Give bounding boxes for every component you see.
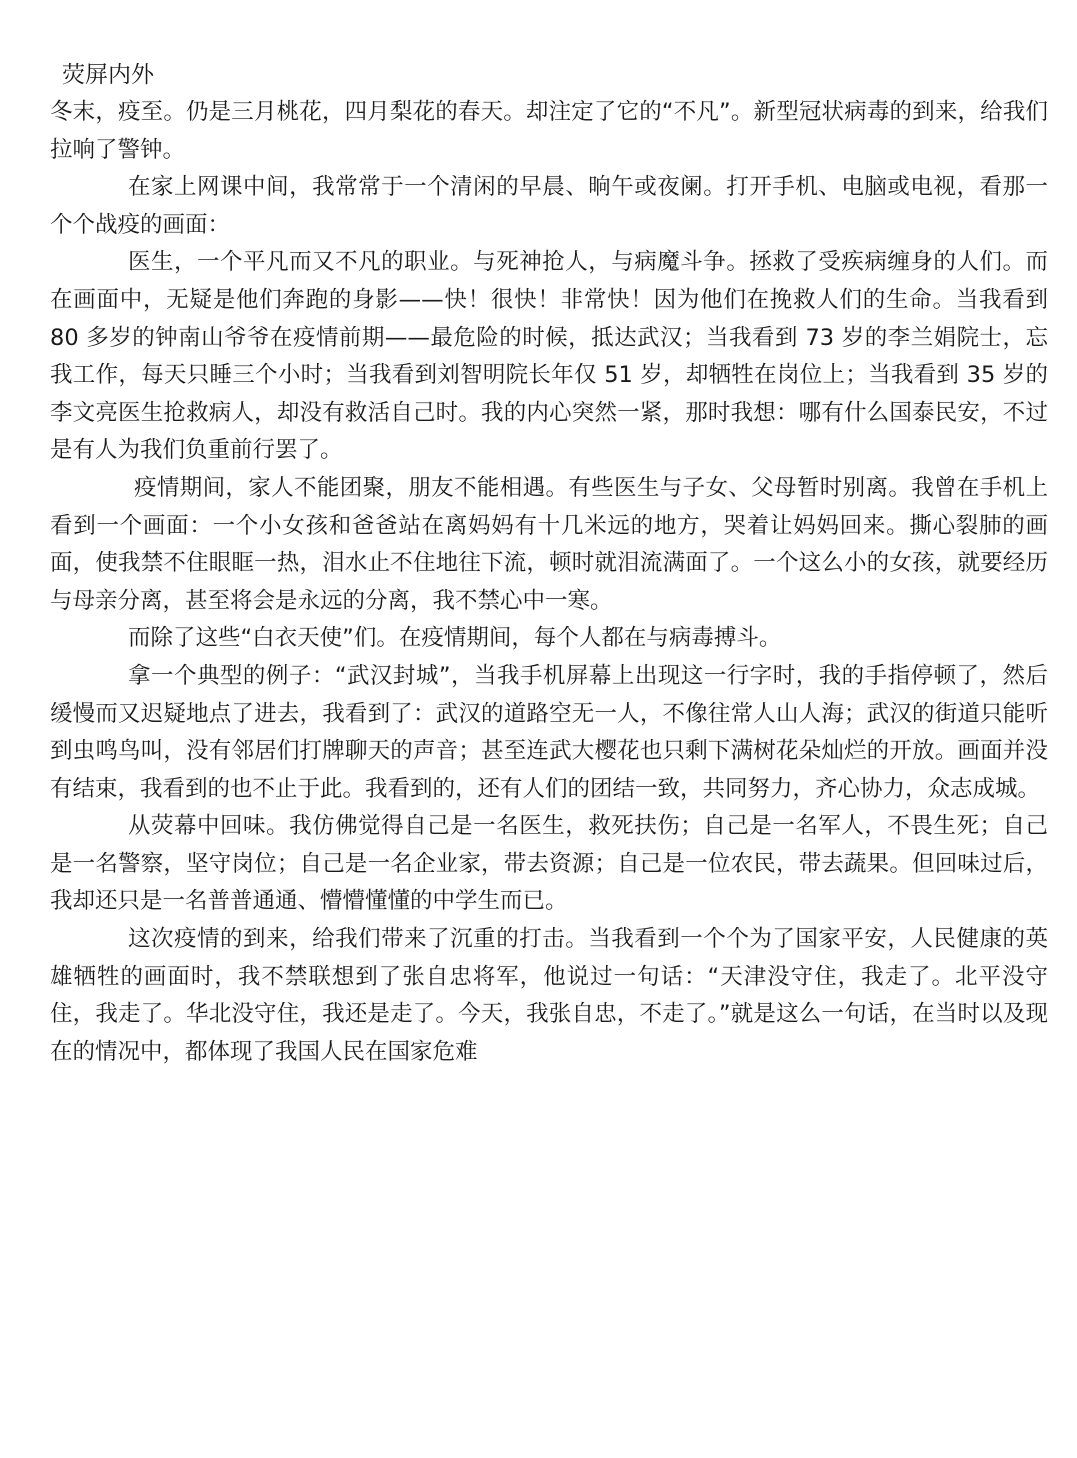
document-title: 荧屏内外 <box>62 62 154 88</box>
paragraph-4: 疫情期间，家人不能团聚，朋友不能相遇。有些医生与子女、父母暂时别离。我曾在手机上看到一个画面：一个小女孩和爸爸站在离妈妈有十几米远的地方，哭着让妈妈回来。撕心裂肺的画面，使我禁不住眼眶一热，泪水止不住地往下流，顿时就泪流满面了。一个这么小的女孩，就要经历与母亲分离，甚至将会是永远的分离，我不禁心中一寒。 <box>50 474 1048 614</box>
paragraph-6: 拿一个典型的例子：“武汉封城”，当我手机屏幕上出现这一行字时，我的手指停顿了，然后缓慢而又迟疑地点了进去，我看到了：武汉的道路空无一人，不像往常人山人海；武汉的街道只能听到虫鸣鸟叫，没有邻居们打牌聊天的声音；甚至连武大樱花也只剩下满树花朵灿烂的开放。画面并没有结束，我看到的也不止于此。我看到的，还有人们的团结一致，共同努力，齐心协力，众志成城。 <box>50 662 1048 802</box>
paragraph-8: 这次疫情的到来，给我们带来了沉重的打击。当我看到一个个为了国家平安，人民健康的英雄牺牲的画面时，我不禁联想到了张自忠将军，他说过一句话：“天津没守住，我走了。北平没守住，我走了。华北没守住，我还是走了。今天，我张自忠，不走了。”就是这么一句话，在当时以及现在的情况中，都体现了我国人民在国家危难 <box>50 926 1048 1065</box>
paragraph-5: 而除了这些“白衣天使”们。在疫情期间，每个人都在与病毒搏斗。 <box>128 625 782 652</box>
document-page <box>50 56 1048 1071</box>
paragraph-7: 从荧幕中回味。我仿佛觉得自己是一名医生，救死扶伤；自己是一名军人，不畏生死；自己是一名警察，坚守岗位；自己是一名企业家，带去资源；自己是一位农民，带去蔬果。但回味过后，我却还只是一名普普通通、懵懵懂懂的中学生而已。 <box>50 813 1048 915</box>
paragraph-2: 在家上网课中间，我常常于一个清闲的早晨、晌午或夜阑。打开手机、电脑或电视，看那一个个战疫的画面： <box>50 174 1048 238</box>
paragraph-1: 冬末，疫至。仍是三月桃花，四月梨花的春天。却注定了它的“不凡”。新型冠状病毒的到来，给我们拉响了警钟。 <box>50 99 1048 163</box>
paragraph-3: 医生，一个平凡而又不凡的职业。与死神抢人，与病魔斗争。拯救了受疾病缠身的人们。而在画面中，无疑是他们奔跑的身影——快！很快！非常快！因为他们在挽救人们的生命。当我看到 80 多岁的钟南山爷爷在疫情前期——最危险的时候，抵达武汉；当我看到 73 岁的李兰娟院士，忘我工作，每天只睡三个小时；当我看到刘智明院长年仅 51 岁，却牺牲在岗位上；当我看到 35 岁的李文亮医生抢救病人，却没有救活自己时。我的内心突然一紧，那时我想：哪有什么国泰民安，不过是有人为我们负重前行罢了。 <box>50 249 1048 464</box>
